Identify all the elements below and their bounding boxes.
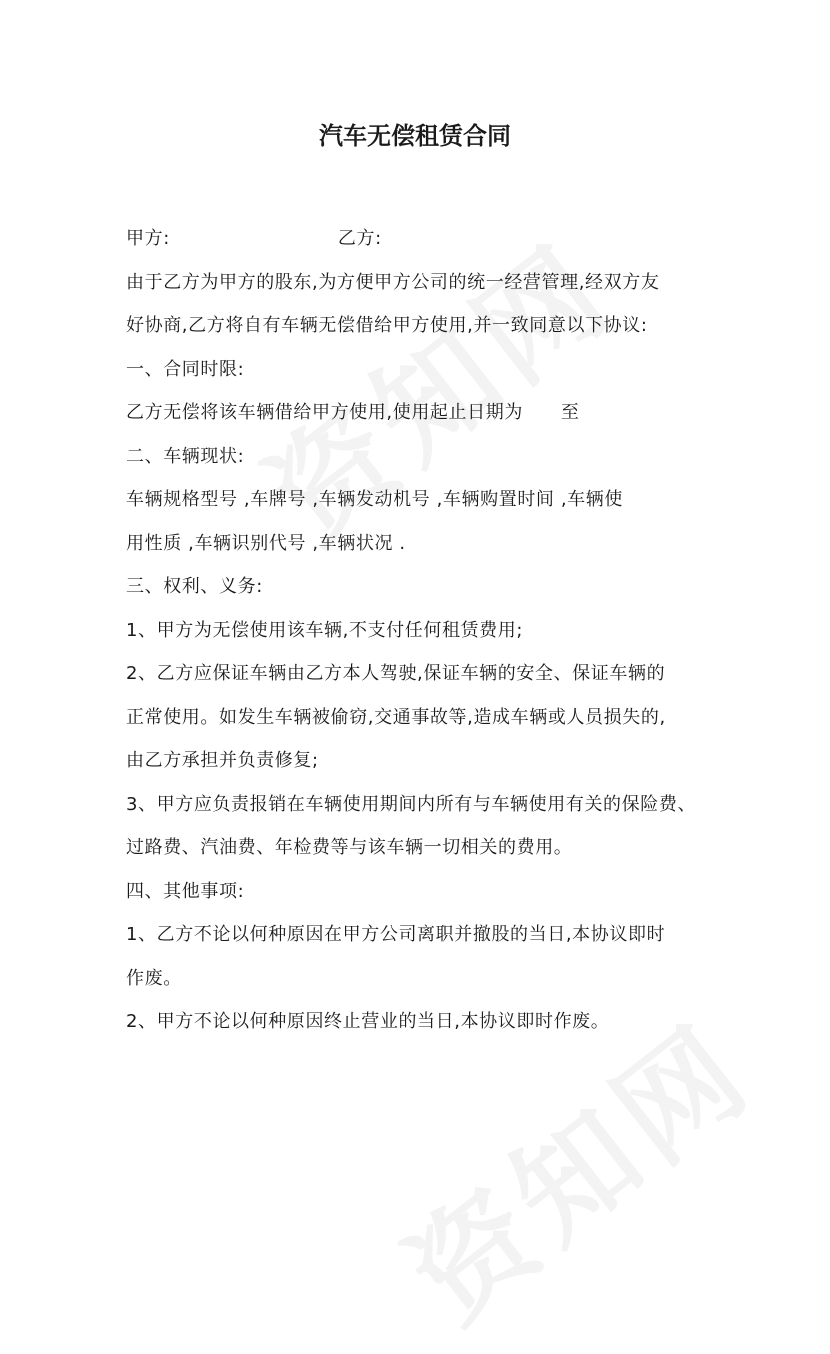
section-heading-rights-obligations: 三、权利、义务: [126, 576, 263, 597]
body-line: 1、乙方不论以何种原因在甲方公司离职并撤股的当日,本协议即时 [126, 924, 666, 945]
body-line: 2、乙方应保证车辆由乙方本人驾驶,保证车辆的安全、保证车辆的 [126, 663, 666, 684]
body-line: 3、甲方应负责报销在车辆使用期间内所有与车辆使用有关的保险费、 [126, 793, 697, 815]
body-line: 由于乙方为甲方的股东,为方便甲方公司的统一经营管理,经双方友 [126, 271, 660, 293]
party-b-label: 乙方: [337, 228, 382, 249]
section-heading-vehicle-status: 二、车辆现状: [126, 445, 245, 467]
body-line: 作废。 [126, 967, 182, 989]
body-line: 乙方无偿将该车辆借给甲方使用,使用起止日期为 至 [126, 402, 580, 423]
section-heading-term: 一、合同时限: [126, 358, 245, 380]
body-line: 车辆规格型号 ,车牌号 ,车辆发动机号 ,车辆购置时间 ,车辆使 [126, 489, 623, 510]
document-title: 汽车无偿租赁合同 [319, 122, 511, 150]
document-body [126, 217, 716, 1044]
body-line: 好协商,乙方将自有车辆无偿借给甲方使用,并一致同意以下协议: [126, 315, 648, 336]
party-a-label: 甲方: [126, 228, 170, 249]
body-line: 2、甲方不论以何种原因终止营业的当日,本协议即时作废。 [126, 1011, 610, 1032]
body-line: 用性质 ,车辆识别代号 ,车辆状况 . [126, 532, 406, 554]
parties-line [126, 217, 716, 261]
body-line: 过路费、汽油费、年检费等与该车辆一切相关的费用。 [126, 837, 573, 858]
body-line: 正常使用。如发生车辆被偷窃,交通事故等,造成车辆或人员损失的, [126, 706, 666, 728]
body-line: 1、甲方为无偿使用该车辆,不支付任何租赁费用; [126, 619, 524, 641]
body-line: 由乙方承担并负责修复; [126, 750, 319, 771]
body-lines [126, 261, 716, 1044]
section-heading-other-matters: 四、其他事项: [126, 880, 245, 902]
